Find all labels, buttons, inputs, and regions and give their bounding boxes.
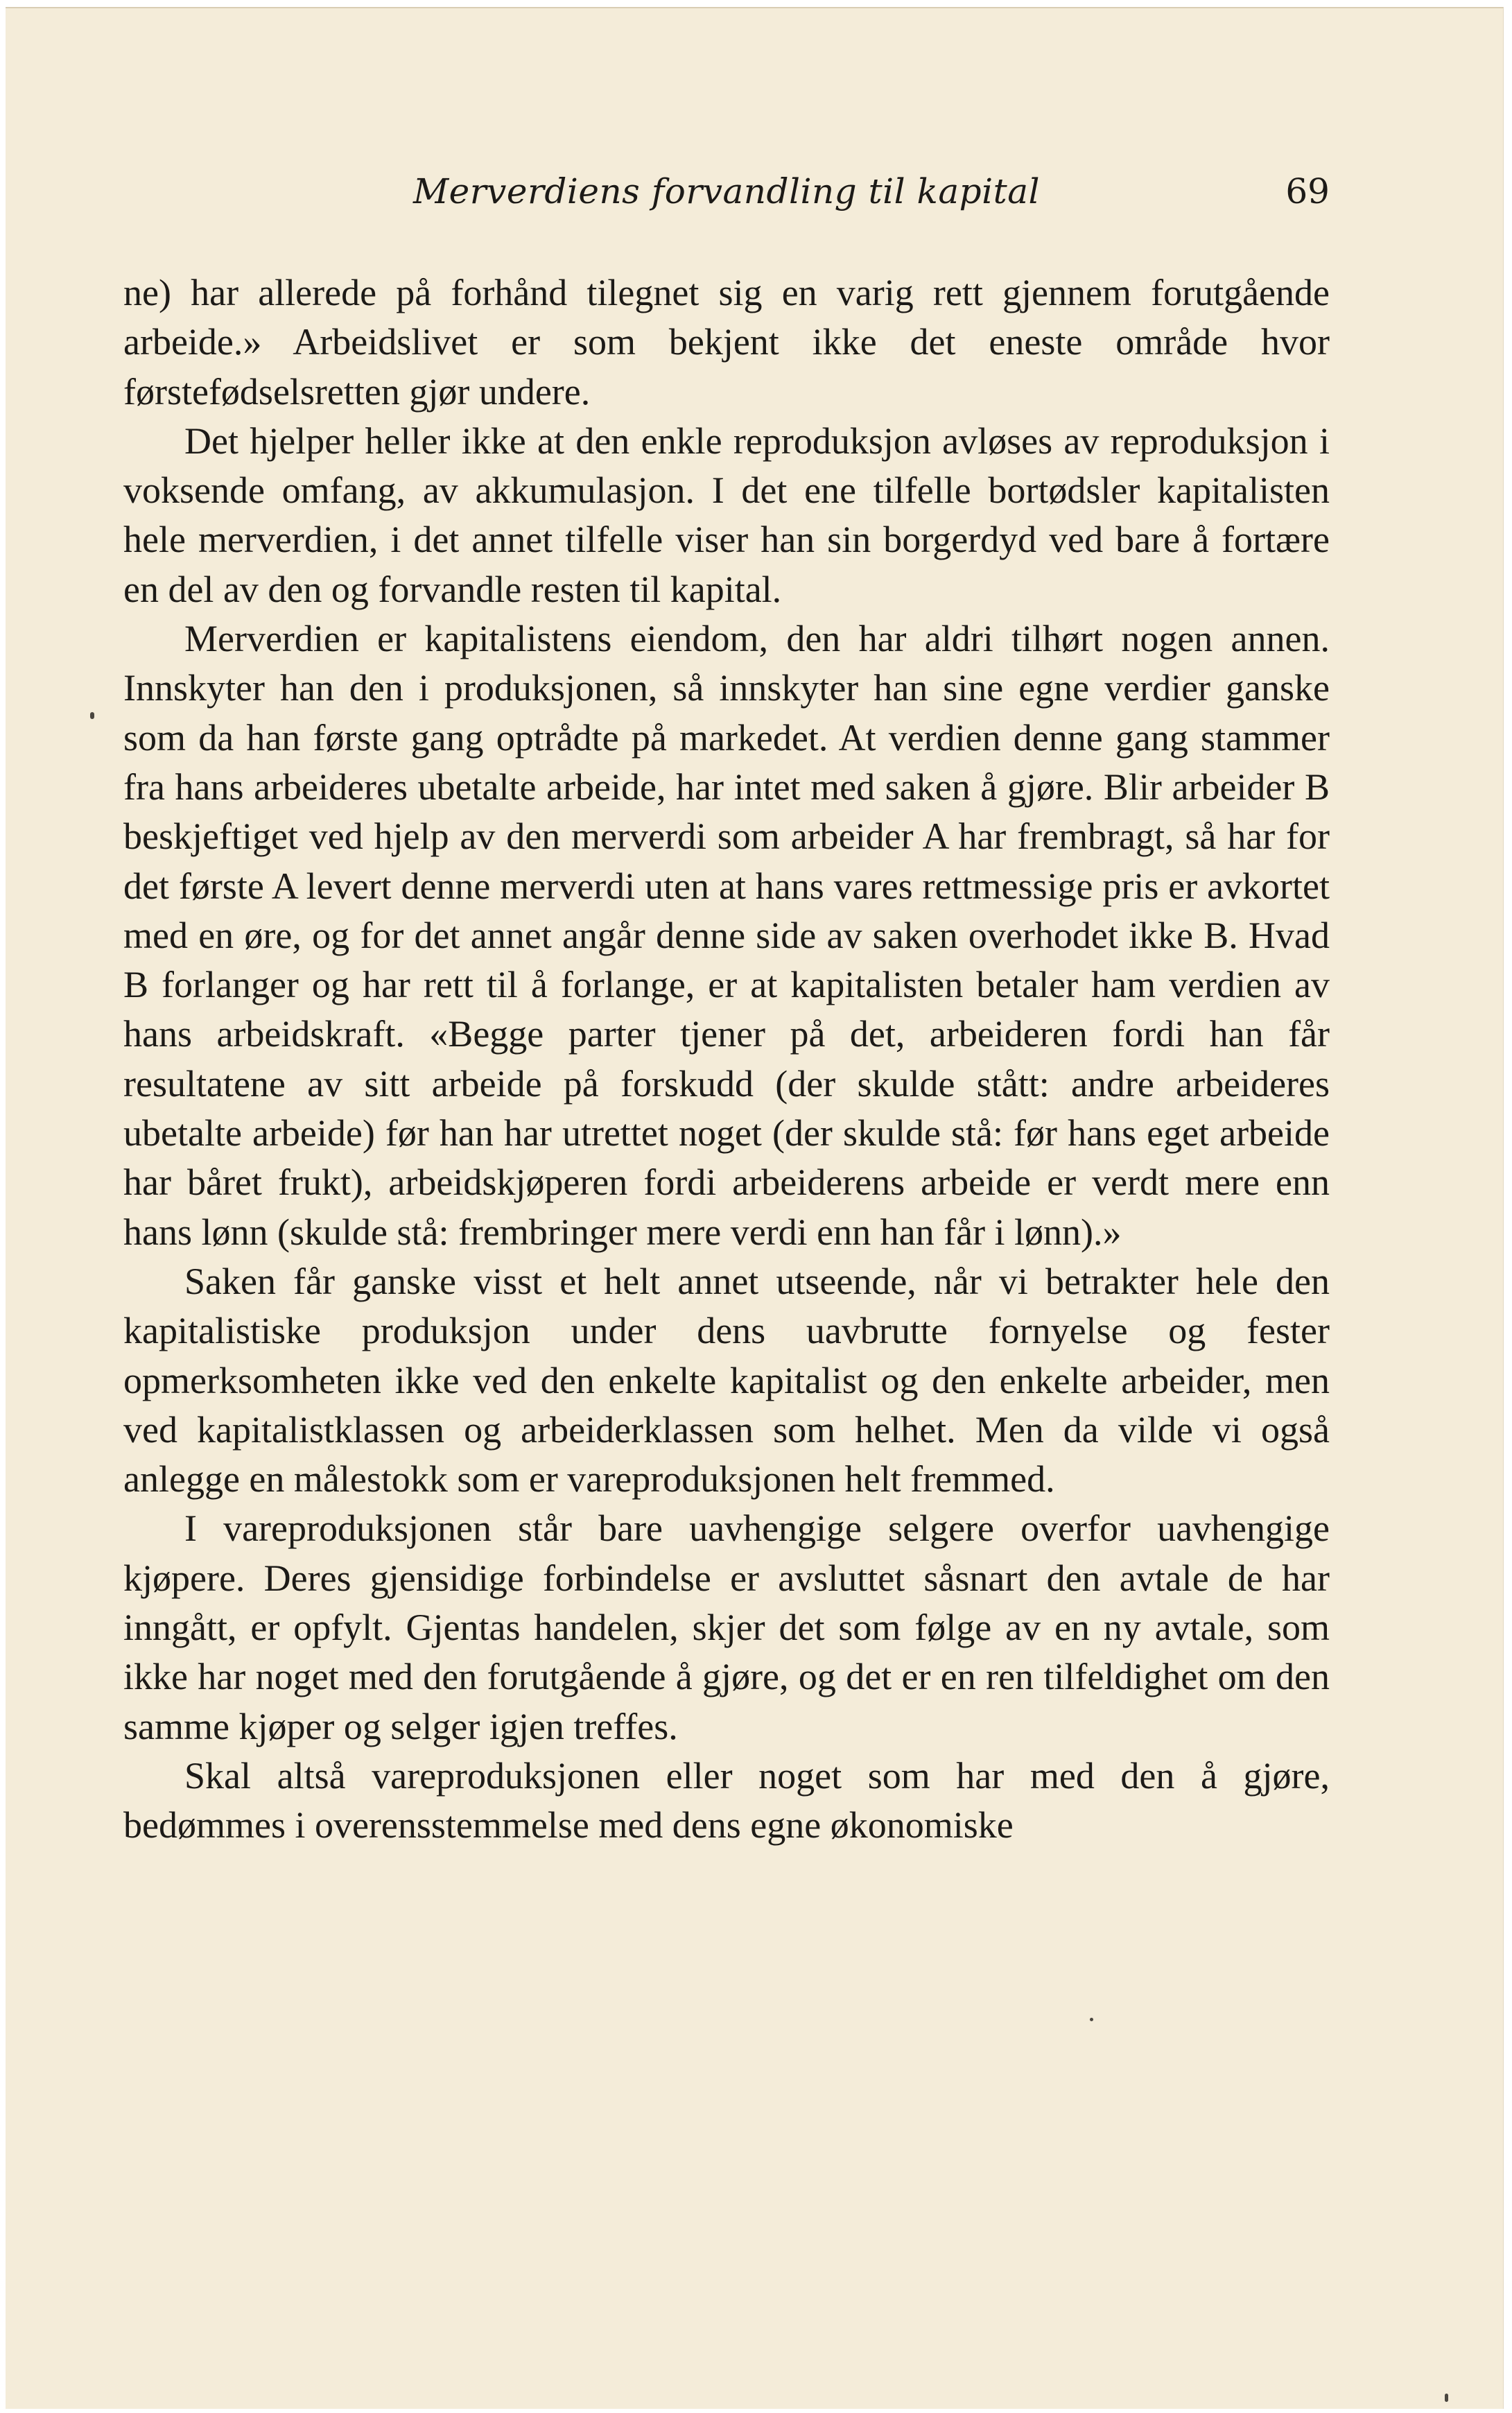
- scan-speck: [90, 712, 94, 719]
- paragraph: Det hjelper heller ikke at den enkle reproduksjon avløses av reproduksjon i voksende omfang, av akkumulasjon. I det ene tilfelle bortødsler kapitalisten hele merverdien, i det annet tilfelle viser han sin borgerdyd ved bare å fortære en del av den og forvandle resten til kapital.: [123, 420, 1330, 610]
- paragraph: Saken får ganske visst et helt annet utseende, når vi betrakter hele den kapitalistiske produksjon under dens uavbrutte fornyelse og fester opmerksomheten ikke ved den enkelte kapitalist og den enkelte arbeider, men ved kapitalistklassen og arbeiderklassen som helhet. Men da vilde vi også anlegge en målestokk som er vareproduksjonen helt fremmed.: [123, 1260, 1330, 1500]
- paragraph: Merverdien er kapitalistens eiendom, den har aldri tilhørt nogen annen. Innskyter han den i produksjonen, så innskyter han sine egne verdier ganske som da han første gang optrådte på markedet. At verdien denne gang stammer fra hans arbeideres ubetalte arbeide, har intet med saken å gjøre. Blir arbeider B beskjeftiget ved hjelp av den merverdi som arbeider A har frembragt, så har for det første A levert denne merverdi uten at hans vares rettmessige pris er avkortet med en øre, og for det annet angår denne side av saken overhodet ikke B. Hvad B forlanger og har rett til å forlange, er at kapitalisten betaler ham verdien av hans arbeidskraft. «Begge parter tjener på det, arbeideren fordi han får resultatene av sitt arbeide på forskudd (der skulde stått: andre arbeideres ubetalte arbeide) før han har utrettet noget (der skulde stå: før hans eget arbeide har båret frukt), arbeidskjøperen fordi arbeiderens arbeide er verdt mere enn hans lønn (skulde stå: frembringer mere verdi enn han får i lønn).»: [123, 618, 1330, 1253]
- paragraph-continued: ne) har allerede på forhånd tilegnet sig en varig rett gjennem forutgående arbeide.» Arbeidslivet er som bekjent ikke det eneste område hvor førstefødselsretten gjør undere.: [123, 272, 1330, 413]
- scan-speck: [1090, 2018, 1093, 2021]
- paragraph: Skal altså vareproduksjonen eller noget som har med den å gjøre, bedømmes i overensstemmelse med dens egne økonomiske: [123, 1754, 1330, 1846]
- paragraph: I vareproduksjonen står bare uavhengige selgere overfor uavhengige kjøpere. Deres gjensidige forbindelse er avsluttet såsnart den avtale de har inngått, er opfylt. Gjentas handelen, skjer det som følge av en ny avtale, som ikke har noget med den forutgående å gjøre, og det er en ren tilfeldighet om den samme kjøper og selger igjen treffes.: [123, 1507, 1330, 1747]
- page-number: 69: [1285, 171, 1330, 211]
- running-head: [123, 164, 1330, 227]
- scan-speck: [1445, 2394, 1448, 2402]
- running-title: Merverdiens forvandling til kapital: [412, 171, 1041, 211]
- body-text: [123, 268, 1330, 1851]
- book-page: [6, 7, 1504, 2409]
